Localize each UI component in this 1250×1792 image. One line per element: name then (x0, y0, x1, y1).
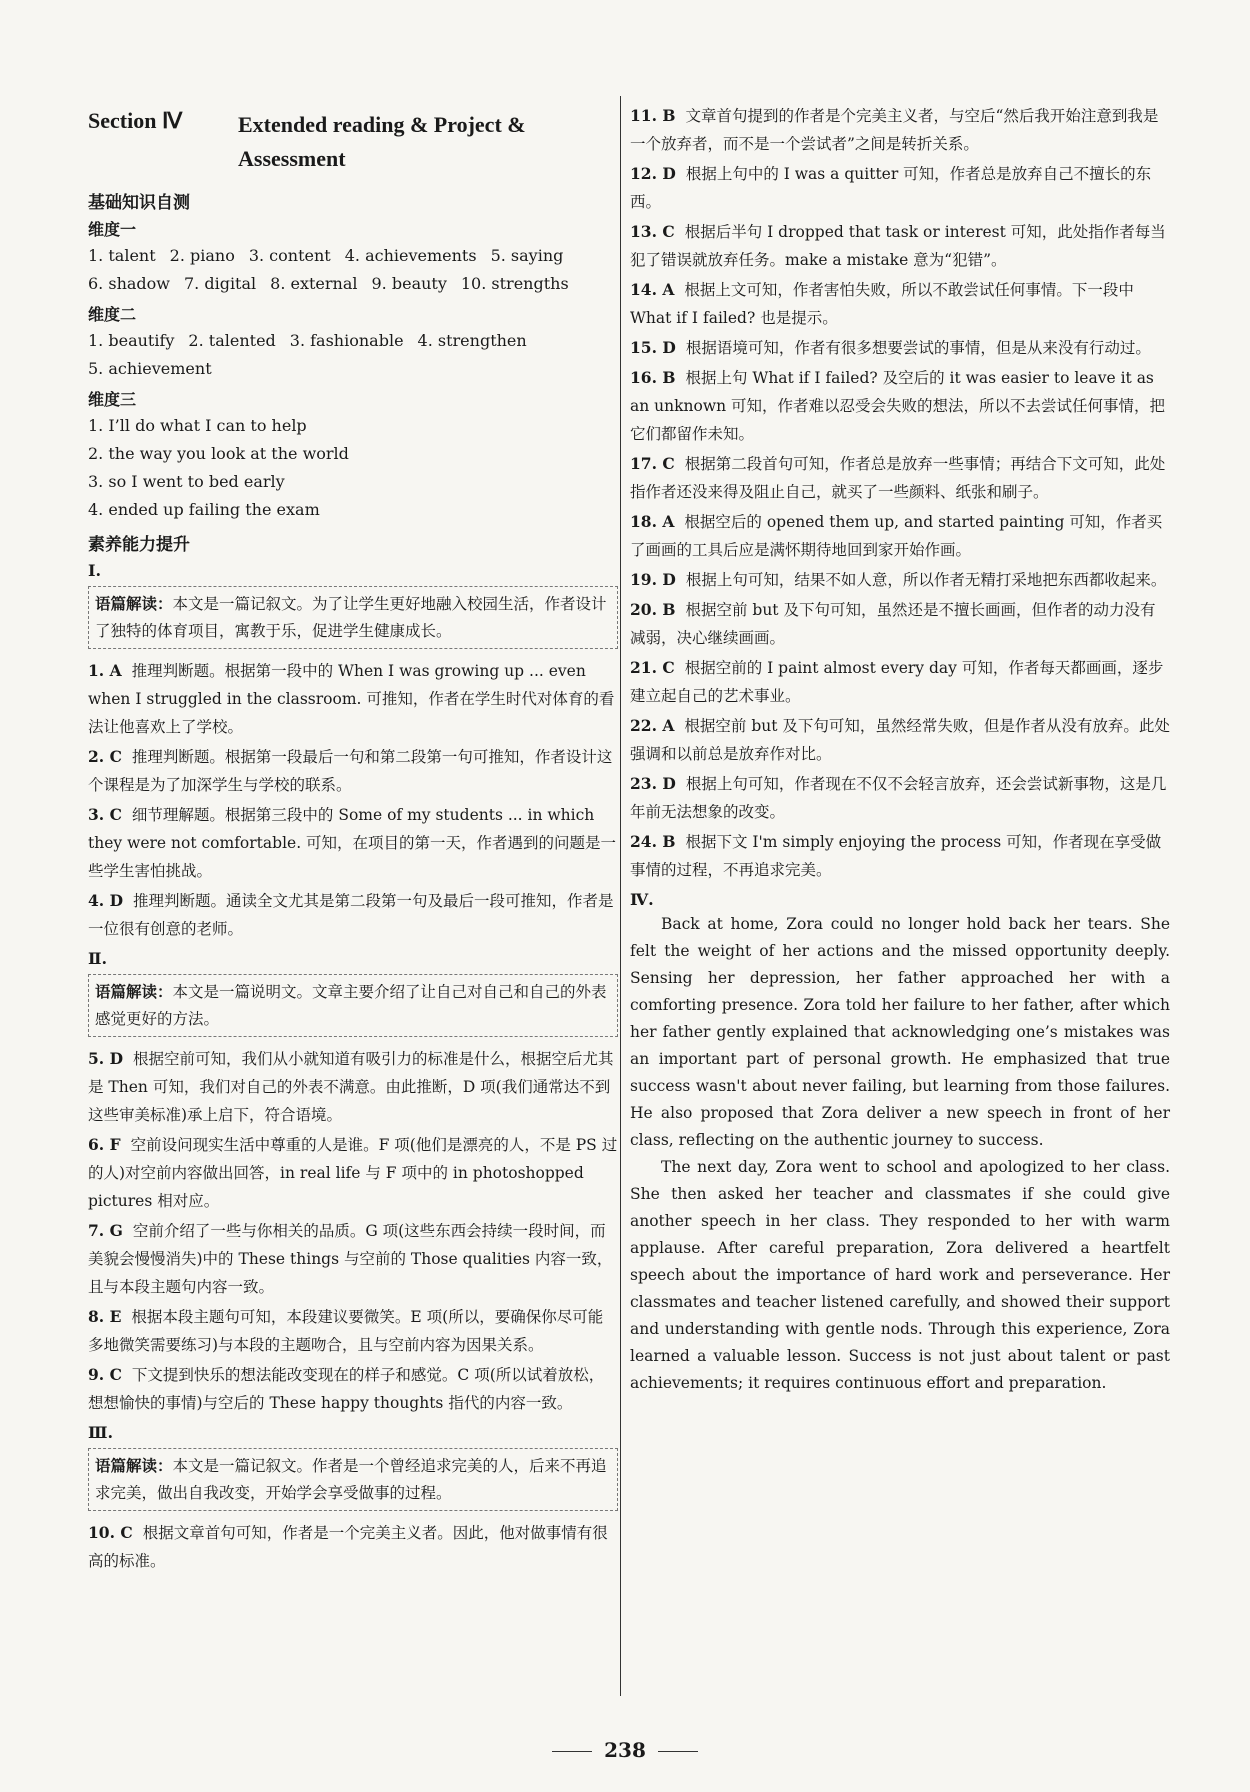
footer-dash-right (658, 1751, 698, 1752)
answer-item (630, 654, 1170, 710)
answer-item (630, 334, 1170, 362)
ability-heading: 素养能力提升 (88, 535, 190, 555)
answer-item (630, 276, 1170, 332)
answer-text: 根据上句可知，结果不如人意，所以作者无精打采地把东西都收起来。 (685, 571, 1167, 589)
part1-analysis-box (88, 586, 618, 649)
page-footer (0, 1738, 1250, 1762)
answer-text: 文章首句提到的作者是个完美主义者，与空后“然后我开始注意到我是一个放弃者，而不是一个尝试者”之间是转折关系。 (630, 107, 1159, 153)
section-label: Section Ⅳ (88, 108, 183, 133)
essay-paragraph: The next day, Zora went to school and apologized to her class. She then asked her teacher and classmates if she could give another speech in her class. They responded to her with warm applause. After careful preparation, Zora delivered a heartfelt speech about the importance of hard work and perseverance. Her classmates and teacher listened carefully, and showed their support and understanding with gentle nods. Through this experience, Zora learned a valuable lesson. Success is not just about talent or past achievements; it requires continuous effort and preparation. (630, 1158, 1170, 1392)
section-heading (88, 108, 618, 176)
answer-text: 根据第二段首句可知，作者总是放弃一些事情；再结合下文可知，此处指作者还没来得及阻止自己，就买了一些颜料、纸张和刷子。 (630, 455, 1166, 501)
dim1-item: 5. saying (490, 246, 564, 265)
answer-number: 17. C (630, 454, 675, 473)
answer-text: 根据空后的 opened them up, and started painting 可知，作者买了画画的工具后应是满怀期待地回到家开始作画。 (630, 513, 1163, 559)
dim2-item: 5. achievement (88, 359, 212, 378)
answer-item (630, 450, 1170, 506)
dim3-heading: 维度三 (88, 390, 137, 409)
answer-item (630, 364, 1170, 448)
answer-text: 推理判断题。根据第一段中的 When I was growing up ... even when I struggled in the classroom. 可推知，作者在学生时代对体育的看法让他喜欢上了学校。 (88, 662, 615, 736)
answer-text: 根据空前的 I paint almost every day 可知，作者每天都画画，逐步建立起自己的艺术事业。 (630, 659, 1164, 705)
answer-number: 19. D (630, 570, 676, 589)
section-title: Extended reading & Project & Assessment (238, 112, 526, 171)
answer-text: 根据下文 I'm simply enjoying the process 可知，作者现在享受做事情的过程，不再追求完美。 (630, 833, 1162, 879)
part2-box-text: 本文是一篇说明文。文章主要介绍了让自己对自己和自己的外表感觉更好的方法。 (95, 983, 607, 1028)
left-column (88, 108, 618, 1577)
answer-item (88, 1519, 618, 1575)
dim1-item: 2. piano (169, 246, 235, 265)
part1-box-label: 语篇解读： (95, 594, 173, 613)
answer-number: 10. C (88, 1523, 133, 1542)
dim1-item: 8. external (270, 274, 358, 293)
answer-item (88, 1045, 618, 1129)
answer-text: 根据语境可知，作者有很多想要尝试的事情，但是从来没有行动过。 (685, 339, 1151, 357)
part1-roman: Ⅰ. (88, 561, 102, 580)
dim1-item: 7. digital (183, 274, 257, 293)
part1-box-text: 本文是一篇记叙文。为了让学生更好地融入校园生活，作者设计了独特的体育项目，寓教于乐，促进学生健康成长。 (95, 595, 607, 640)
part2-box-label: 语篇解读： (95, 982, 173, 1001)
answer-item (88, 1303, 618, 1359)
answer-item (630, 828, 1170, 884)
part3-box-label: 语篇解读： (95, 1456, 173, 1475)
essay-paragraph: Back at home, Zora could no longer hold back her tears. She felt the weight of her actions and the missed opportunity deeply. Sensing her depression, her father approached her with a comforting presence. Zora told her failure to her father, after which her father gently explained that acknowledging one’s mistakes was an important part of personal growth. He emphasized that true success wasn't about never failing, but learning from those failures. He also proposed that Zora deliver a new speech in front of her class, reflecting on the authentic journey to success. (630, 915, 1170, 1149)
answer-item (630, 508, 1170, 564)
answer-text: 根据上句 What if I failed? 及空后的 it was easier to leave it as an unknown 可知，作者难以忍受会失败的想法，所以不去尝试任何事情，把它们都留作未知。 (630, 369, 1166, 443)
answer-text: 空前设问现实生活中尊重的人是谁。F 项(他们是漂亮的人，不是 PS 过的人)对空前内容做出回答，in real life 与 F 项中的 in photoshopped pictures 相对应。 (88, 1136, 618, 1210)
answer-item (630, 770, 1170, 826)
dim2-heading: 维度二 (88, 305, 137, 324)
column-divider (620, 96, 621, 1696)
answer-number: 9. C (88, 1365, 122, 1384)
part3-roman: Ⅲ. (88, 1423, 114, 1442)
answer-item (630, 566, 1170, 594)
answer-number: 21. C (630, 658, 675, 677)
part2-roman: Ⅱ. (88, 949, 108, 968)
answer-text: 推理判断题。根据第一段最后一句和第二段第一句可推知，作者设计这个课程是为了加深学生与学校的联系。 (88, 748, 613, 794)
part3-analysis-box (88, 1448, 618, 1511)
answer-number: 14. A (630, 280, 675, 299)
answer-text: 根据上句可知，作者现在不仅不会轻言放弃，还会尝试新事物，这是几年前无法想象的改变。 (630, 775, 1167, 821)
answer-number: 8. E (88, 1307, 122, 1326)
answer-text: 根据上句中的 I was a quitter 可知，作者总是放弃自己不擅长的东西。 (630, 165, 1152, 211)
answer-item (630, 712, 1170, 768)
answer-item (88, 801, 618, 885)
dim1-item: 6. shadow (88, 274, 170, 293)
answer-item (630, 218, 1170, 274)
part2-analysis-box (88, 974, 618, 1037)
answer-number: 4. D (88, 891, 124, 910)
dim3-item: 1. I’ll do what I can to help (88, 416, 307, 435)
dim1-item: 9. beauty (371, 274, 447, 293)
answer-number: 16. B (630, 368, 676, 387)
answer-text: 空前介绍了一些与你相关的品质。G 项(这些东西会持续一段时间，而美貌会慢慢消失)中的 These things 与空前的 Those qualities 内容一致，且与本段主题句内容一致。 (88, 1222, 613, 1296)
answer-text: 下文提到快乐的想法能改变现在的样子和感觉。C 项(所以试着放松，想想愉快的事情)与空后的 These happy thoughts 指代的内容一致。 (88, 1366, 605, 1412)
dim1-heading: 维度一 (88, 220, 137, 239)
dim1-item: 3. content (248, 246, 331, 265)
answer-text: 根据空前 but 及下句可知，虽然还是不擅长画画，但作者的动力没有减弱，决心继续画画。 (630, 601, 1156, 647)
dim1-item: 10. strengths (460, 274, 569, 293)
dim3-item: 3. so I went to bed early (88, 472, 285, 491)
dim2-item: 4. strengthen (417, 331, 527, 350)
answer-text: 根据空前 but 及下句可知，虽然经常失败，但是作者从没有放弃。此处强调和以前总是放弃作对比。 (630, 717, 1170, 763)
dim3-item: 2. the way you look at the world (88, 444, 349, 463)
answer-number: 3. C (88, 805, 122, 824)
answer-number: 5. D (88, 1049, 124, 1068)
part3-box-text: 本文是一篇记叙文。作者是一个曾经追求完美的人，后来不再追求完美，做出自我改变，开始学会享受做事的过程。 (95, 1457, 607, 1502)
answer-item (630, 160, 1170, 216)
answer-number: 22. A (630, 716, 675, 735)
answer-item (88, 1217, 618, 1301)
answer-text: 根据上文可知，作者害怕失败，所以不敢尝试任何事情。下一段中 What if I failed? 也是提示。 (630, 281, 1134, 327)
dim2-answers (88, 327, 618, 383)
answer-text: 根据文章首句可知，作者是一个完美主义者。因此，他对做事情有很高的标准。 (88, 1524, 608, 1570)
dim3-item: 4. ended up failing the exam (88, 500, 320, 519)
answer-text: 推理判断题。通读全文尤其是第二段第一句及最后一段可推知，作者是一位很有创意的老师。 (88, 892, 614, 938)
answer-item (88, 1361, 618, 1417)
answer-number: 6. F (88, 1135, 121, 1154)
answer-number: 11. B (630, 106, 676, 125)
answer-item (88, 743, 618, 799)
answer-number: 7. G (88, 1221, 123, 1240)
answer-text: 根据后半句 I dropped that task or interest 可知，此处指作者每当犯了错误就放弃任务。make a mistake 意为“犯错”。 (630, 223, 1166, 269)
answer-number: 24. B (630, 832, 676, 851)
answer-item (88, 657, 618, 741)
dim1-answers (88, 242, 618, 298)
answer-item (88, 1131, 618, 1215)
answer-item (630, 102, 1170, 158)
answer-text: 根据空前可知，我们从小就知道有吸引力的标准是什么，根据空后尤其是 Then 可知，我们对自己的外表不满意。由此推断，D 项(我们通常达不到这些审美标准)承上启下，符合语境。 (88, 1050, 614, 1124)
answer-item (88, 887, 618, 943)
answer-number: 13. C (630, 222, 675, 241)
page-number: 238 (604, 1738, 646, 1762)
dim2-item: 3. fashionable (289, 331, 404, 350)
part4-roman: Ⅳ. (630, 890, 654, 909)
dim1-item: 4. achievements (344, 246, 477, 265)
dim2-item: 1. beautify (88, 331, 175, 350)
answer-number: 18. A (630, 512, 675, 531)
answer-number: 1. A (88, 661, 122, 680)
answer-text: 根据本段主题句可知，本段建议要微笑。E 项(所以，要确保你尽可能多地微笑需要练习)与本段的主题吻合，且与空前内容为因果关系。 (88, 1308, 604, 1354)
answer-number: 20. B (630, 600, 676, 619)
answer-number: 2. C (88, 747, 122, 766)
right-column (630, 100, 1170, 1397)
footer-dash-left (552, 1751, 592, 1752)
dim2-item: 2. talented (188, 331, 276, 350)
basic-heading: 基础知识自测 (88, 193, 190, 213)
answer-text: 细节理解题。根据第三段中的 Some of my students ... in which they were not comfortable. 可知，在项目的第一天，作者遇到的问题是一些学生害怕挑战。 (88, 806, 617, 880)
answer-item (630, 596, 1170, 652)
dim1-item: 1. talent (88, 246, 156, 265)
answer-number: 23. D (630, 774, 676, 793)
answer-number: 12. D (630, 164, 676, 183)
answer-number: 15. D (630, 338, 676, 357)
